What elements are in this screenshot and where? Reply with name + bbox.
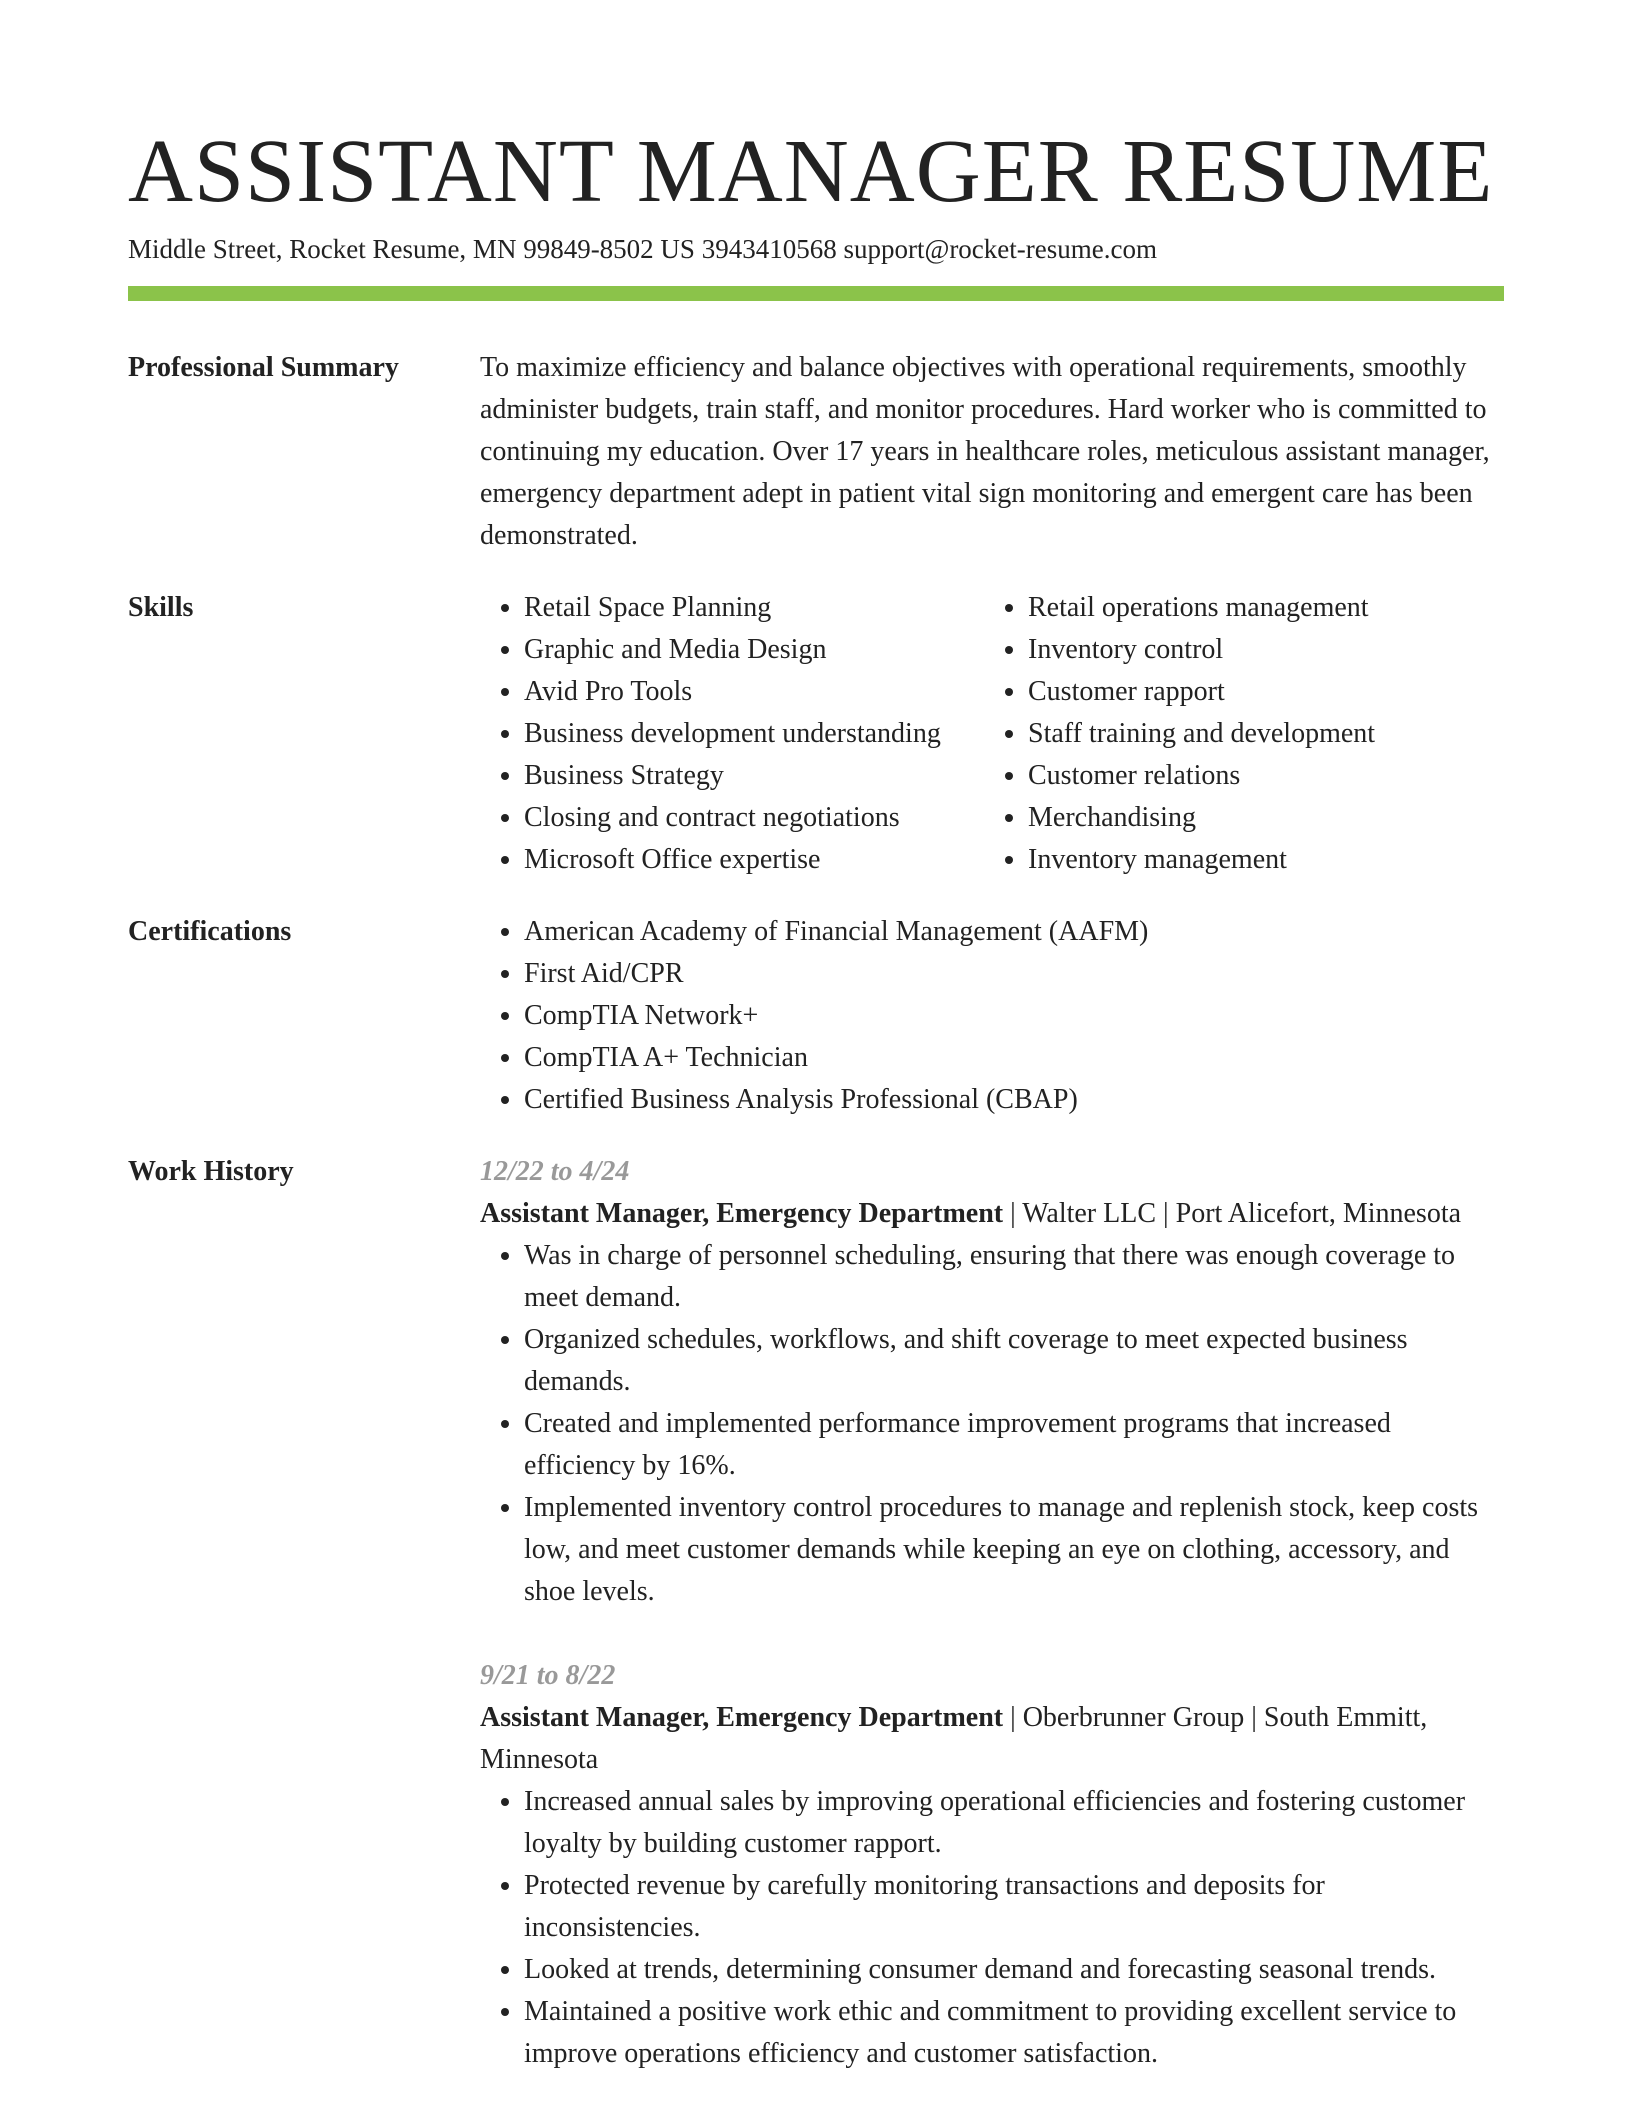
job-details: | Walter LLC | Port Alicefort, Minnesota [1003, 1198, 1462, 1229]
job-entry [480, 1655, 1504, 2075]
skills-list-2 [984, 587, 1488, 881]
job-bullet: • Implemented inventory control procedures to manage and replenish stock, keep costs low, and meet customer demands while keeping an eye on clothing, accessory, and shoe levels. [524, 1487, 1504, 1613]
skills-column-1 [480, 587, 984, 881]
skill-item: • Inventory management [1028, 839, 1488, 881]
work-heading: Work History [128, 1156, 294, 1187]
skills-heading: Skills [128, 592, 194, 623]
job-title: Assistant Manager, Emergency Department [480, 1702, 1004, 1733]
skill-item: • Microsoft Office expertise [524, 839, 984, 881]
summary-heading: Professional Summary [128, 352, 399, 383]
skill-item: • Customer relations [1028, 755, 1488, 797]
certification-item: • First Aid/CPR [524, 953, 1504, 995]
job-header [480, 1697, 1504, 1781]
certifications-heading: Certifications [128, 916, 292, 947]
contact-email: support@rocket-resume.com [843, 234, 1157, 264]
job-bullets [480, 1781, 1504, 2075]
skills-body [480, 587, 1504, 881]
job-bullet: • Looked at trends, determining consumer demand and forecasting seasonal trends. [524, 1949, 1504, 1991]
job-bullet: • Was in charge of personnel scheduling, ensuring that there was enough coverage to meet demand. [524, 1235, 1504, 1319]
certification-item: • CompTIA A+ Technician [524, 1037, 1504, 1079]
accent-divider [128, 286, 1504, 301]
certification-item: • CompTIA Network+ [524, 995, 1504, 1037]
contact-address: Middle Street, Rocket Resume, MN 99849-8502 US [128, 234, 702, 264]
job-bullet: • Organized schedules, workflows, and shift coverage to meet expected business demands. [524, 1319, 1504, 1403]
skill-item: • Customer rapport [1028, 671, 1488, 713]
skill-item: • Avid Pro Tools [524, 671, 984, 713]
contact-line [128, 232, 1157, 266]
skill-item: • Retail Space Planning [524, 587, 984, 629]
skill-item: • Merchandising [1028, 797, 1488, 839]
job-dates: 9/21 to 8/22 [480, 1660, 616, 1691]
certifications-list [480, 911, 1504, 1121]
job-bullet: • Increased annual sales by improving operational efficiencies and fostering customer loyalty by building customer rapport. [524, 1781, 1504, 1865]
skill-item: • Closing and contract negotiations [524, 797, 984, 839]
certifications-body [480, 911, 1504, 1121]
certification-item: • American Academy of Financial Management (AAFM) [524, 911, 1504, 953]
skill-item: • Inventory control [1028, 629, 1488, 671]
job-details: | Oberbrunner Group | South Emmitt, Minnesota [480, 1702, 1428, 1775]
resume-title: ASSISTANT MANAGER RESUME [128, 122, 1494, 221]
job-bullet: • Created and implemented performance improvement programs that increased efficiency by 16%. [524, 1403, 1504, 1487]
job-bullets [480, 1235, 1504, 1613]
skill-item: • Retail operations management [1028, 587, 1488, 629]
summary-body [480, 347, 1504, 557]
job-bullet: • Protected revenue by carefully monitoring transactions and deposits for inconsistencies. [524, 1865, 1504, 1949]
summary-text: To maximize efficiency and balance objectives with operational requirements, smoothly administer budgets, train staff, and monitor procedures. Hard worker who is committed to continuing my education. Over 17 years in healthcare roles, meticulous assistant manager, emergency department adept in patient vital sign monitoring and emergent care has been demonstrated. [480, 352, 1490, 551]
skills-column-2 [984, 587, 1488, 881]
skill-item: • Graphic and Media Design [524, 629, 984, 671]
certification-item: • Certified Business Analysis Professional (CBAP) [524, 1079, 1504, 1121]
job-title: Assistant Manager, Emergency Department [480, 1198, 1004, 1229]
job-bullet: • Maintained a positive work ethic and commitment to providing excellent service to improve operations efficiency and customer satisfaction. [524, 1991, 1504, 2075]
skill-item: • Business Strategy [524, 755, 984, 797]
job-entry [480, 1151, 1504, 1613]
skill-item: • Staff training and development [1028, 713, 1488, 755]
skill-item: • Business development understanding [524, 713, 984, 755]
work-body [480, 1151, 1504, 2075]
job-dates: 12/22 to 4/24 [480, 1156, 630, 1187]
skills-list-1 [480, 587, 984, 881]
job-header [480, 1193, 1504, 1235]
contact-phone: 3943410568 [701, 234, 844, 264]
